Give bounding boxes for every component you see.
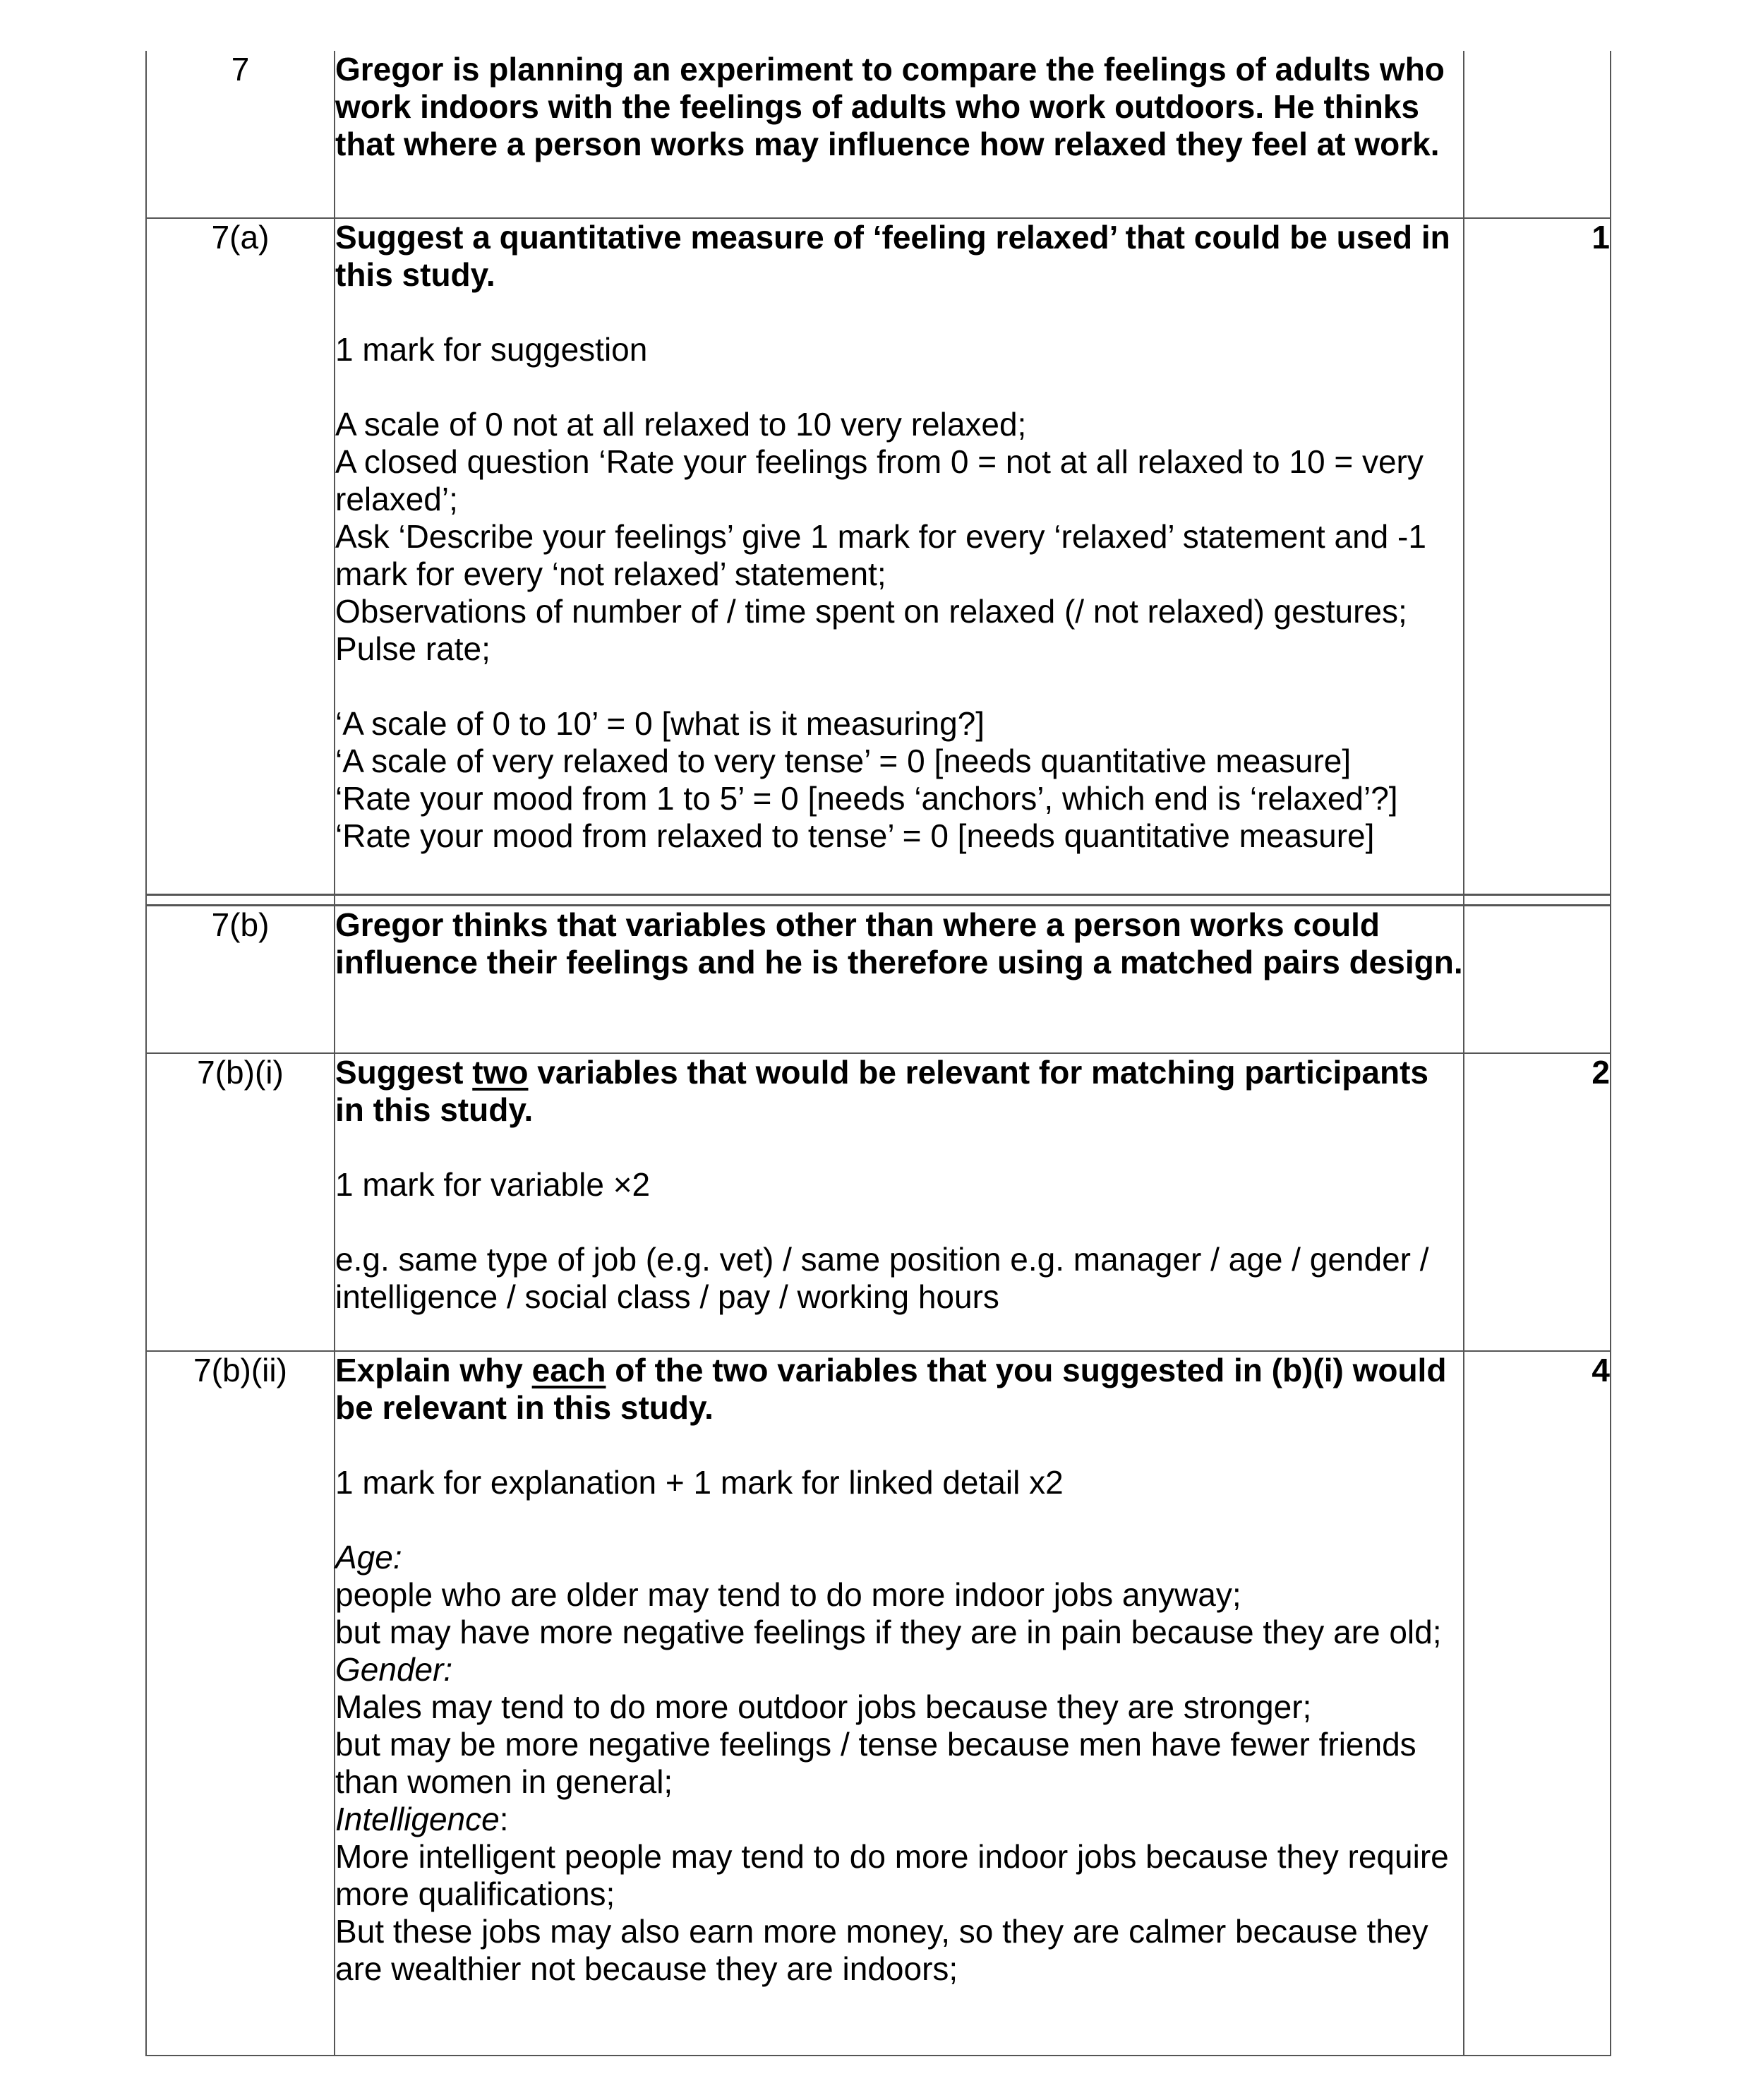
answer-line: but may be more negative feelings / tense because men have fewer friends than women in general; xyxy=(335,1726,1416,1800)
table-row xyxy=(146,1351,1611,2056)
gender-heading: Gender: xyxy=(335,1651,453,1688)
marking-guidance: 1 mark for variable ×2 xyxy=(335,1166,651,1203)
emphasis-underline: each xyxy=(531,1352,606,1388)
marking-guidance: 1 mark for explanation + 1 mark for linked detail x2 xyxy=(335,1464,1064,1501)
question-text: Explain why each of the two variables that you suggested in (b)(i) would be relevant in this study. xyxy=(335,1352,1447,1426)
age-heading: Age: xyxy=(335,1539,402,1576)
question-number: 7 xyxy=(146,51,335,218)
table-row xyxy=(146,906,1611,1054)
question-text: Suggest two variables that would be relevant for matching participants in this study. xyxy=(335,1054,1428,1128)
answer-line: Ask ‘Describe your feelings’ give 1 mark for every ‘relaxed’ statement and -1 mark for every ‘not relaxed’ statement; xyxy=(335,518,1426,592)
mark-scheme-table xyxy=(145,51,1611,2056)
answer-line: e.g. same type of job (e.g. vet) / same position e.g. manager / age / gender / intelligence / social class / pay / working hours xyxy=(335,1241,1429,1315)
table-row xyxy=(146,51,1611,218)
question-number: 7(b)(ii) xyxy=(146,1351,335,2056)
answer-line: Pulse rate; xyxy=(335,630,491,667)
answer-cell xyxy=(335,218,1464,895)
table-row xyxy=(146,1053,1611,1351)
answer-line: people who are older may tend to do more indoor jobs anyway; xyxy=(335,1576,1241,1613)
question-text: Suggest a quantitative measure of ‘feeling relaxed’ that could be used in this study. xyxy=(335,219,1450,293)
marks-cell: 4 xyxy=(1464,1351,1611,2056)
marks-cell: 1 xyxy=(1464,218,1611,895)
marks-cell: 2 xyxy=(1464,1053,1611,1351)
zero-mark-line: ‘Rate your mood from 1 to 5’ = 0 [needs ‘anchors’, which end is ‘relaxed’?] xyxy=(335,780,1398,817)
zero-mark-line: ‘Rate your mood from relaxed to tense’ = 0 [needs quantitative measure] xyxy=(335,817,1375,854)
answer-cell xyxy=(335,1053,1464,1351)
question-number: 7(a) xyxy=(146,218,335,895)
question-text: Gregor is planning an experiment to compare the feelings of adults who work indoors with the feelings of adults who work outdoors. He thinks that where a person works may influence how relaxed they feel at work. xyxy=(335,51,1445,162)
question-text: Gregor thinks that variables other than where a person works could influence their feelings and he is therefore using a matched pairs design. xyxy=(335,906,1463,980)
question-number: 7(b)(i) xyxy=(146,1053,335,1351)
answer-line: A scale of 0 not at all relaxed to 10 very relaxed; xyxy=(335,406,1027,443)
question-number: 7(b) xyxy=(146,906,335,1054)
answer-line: But these jobs may also earn more money, so they are calmer because they are wealthier not because they are indoors; xyxy=(335,1913,1428,1987)
answer-line: Observations of number of / time spent on relaxed (/ not relaxed) gestures; xyxy=(335,593,1407,630)
emphasis-underline: two xyxy=(472,1054,529,1091)
answer-line: A closed question ‘Rate your feelings from 0 = not at all relaxed to 10 = very relaxed’; xyxy=(335,443,1424,517)
intelligence-heading: Intelligence: xyxy=(335,1801,509,1837)
marks-cell xyxy=(1464,51,1611,218)
answer-cell xyxy=(335,906,1464,1054)
answer-line: More intelligent people may tend to do more indoor jobs because they require more qualifications; xyxy=(335,1838,1449,1912)
answer-cell xyxy=(335,51,1464,218)
table-divider xyxy=(146,895,1611,906)
zero-mark-line: ‘A scale of 0 to 10’ = 0 [what is it measuring?] xyxy=(335,705,985,742)
answer-line: but may have more negative feelings if they are in pain because they are old; xyxy=(335,1614,1442,1650)
zero-mark-line: ‘A scale of very relaxed to very tense’ = 0 [needs quantitative measure] xyxy=(335,743,1352,779)
answer-cell xyxy=(335,1351,1464,2056)
marking-guidance: 1 mark for suggestion xyxy=(335,331,648,368)
table-row xyxy=(146,218,1611,895)
marks-cell xyxy=(1464,906,1611,1054)
answer-line: Males may tend to do more outdoor jobs because they are stronger; xyxy=(335,1688,1312,1725)
